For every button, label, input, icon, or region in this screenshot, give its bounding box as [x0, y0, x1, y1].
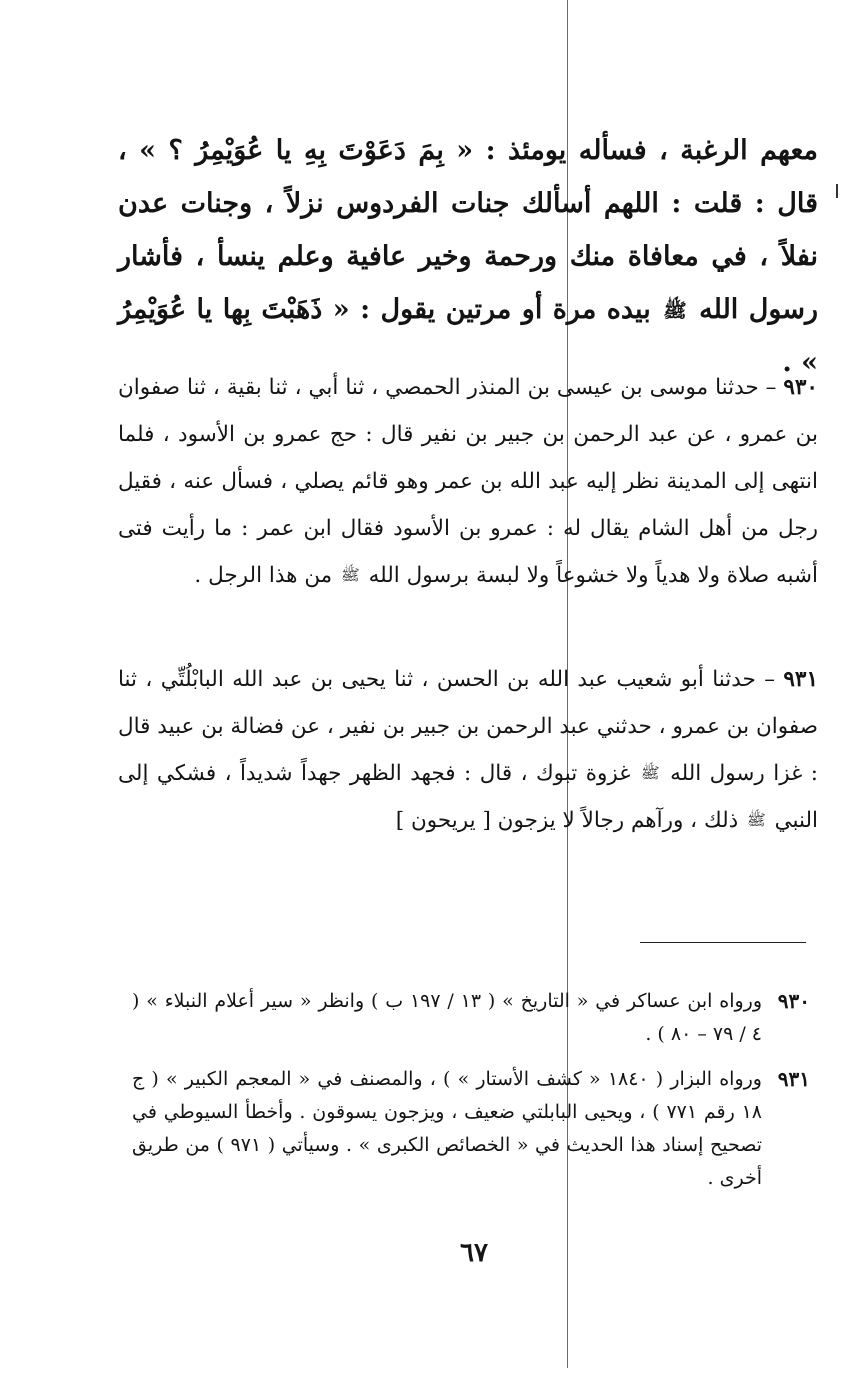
footnote-931-text: ورواه البزار ( ١٨٤٠ « كشف الأستار » ) ، والمصنف في « المعجم الكبير » ( ج ١٨ رقم ٧٧١ ) ، ويحيى البابلتي ضعيف ، ويزجون يسوقون . وأخطأ السيوطي في تصحيح إسناد هذا الحديث في « الخصائص الكبرى » . وسيأتي ( ٩٧١ ) من طريق أخرى .	[132, 1068, 763, 1189]
hadith-930-number: ٩٣٠	[783, 375, 818, 400]
salla-honorific: ﷺ	[747, 811, 766, 830]
hadith-931-text-c: ذلك ، ورآهم رجالاً لا يزجون [ يريحون ]	[395, 808, 739, 833]
hadith-930-text-a: – حدثنا موسى بن عيسى بن المنذر الحمصي ، ثنا أبي ، ثنا بقية ، ثنا صفوان بن عمرو ، عن عبد الرحمن بن جبير بن نفير قال : حج عمرو بن الأسود ، فلما انتهى إلى المدينة نظر إليه عبد الله بن عمر وهو قائم يصلي ، فسأل عنه ، فقيل رجل من أهل الشام يقال له : عمرو بن الأسود فقال ابن عمر : ما رأيت فتى أشبه صلاة ولا هدياً ولا خشوعاً ولا لبسة برسول الله	[118, 375, 818, 588]
footnote-931	[132, 1063, 810, 1195]
page-number: ٦٧	[460, 1238, 488, 1268]
hadith-931-paragraph	[118, 656, 818, 844]
hadith-930-paragraph	[118, 364, 818, 599]
hadith-931-text-b: غزوة تبوك ، قال : فجهد الظهر جهداً شديداً ، فشكي إلى النبي	[118, 761, 818, 833]
hadith-931-number: ٩٣١	[783, 667, 818, 692]
footnote-separator	[640, 942, 806, 943]
continued-text-part-2: بيده مرة أو مرتين يقول : « ذَهَبْتَ بِها يا عُوَيْمِرُ » .	[118, 294, 818, 378]
hadith-931-text-a: – حدثنا أبو شعيب عبد الله بن الحسن ، ثنا يحيى بن عبد الله البابْلُتِّي ، ثنا صفوان بن عمرو ، حدثني عبد الرحمن بن جبير بن نفير ، عن فضالة بن عبيد قال : غزا رسول الله	[118, 667, 819, 786]
scan-edge-mark	[836, 184, 838, 198]
footnote-930-number: ٩٣٠	[777, 989, 810, 1013]
salla-honorific: ﷺ	[341, 566, 360, 585]
continued-text-part-1: معهم الرغبة ، فسأله يومئذ : « بِمَ دَعَوْتَ بِهِ يا عُوَيْمِرُ ؟ » ، قال : قلت : اللهم أسألك جنات الفردوس نزلاً ، وجنات عدن نفلاً ، في معافاة منك ورحمة وخير عافية وعلم ينسأ ، فأشار رسول الله	[118, 135, 818, 325]
salla-honorific: ﷺ	[640, 764, 660, 783]
footnote-930	[132, 985, 810, 1051]
hadith-930-text-b: من هذا الرجل .	[194, 563, 333, 588]
footnote-931-number: ٩٣١	[777, 1067, 810, 1091]
salla-honorific: ﷺ	[663, 298, 687, 322]
continued-hadith-text	[118, 124, 818, 389]
footnote-930-text: ورواه ابن عساكر في « التاريخ » ( ١٣ / ١٩٧ ب ) وانظر « سير أعلام النبلاء » ( ٤ / ٧٩ – ٨٠ ) .	[132, 990, 763, 1045]
